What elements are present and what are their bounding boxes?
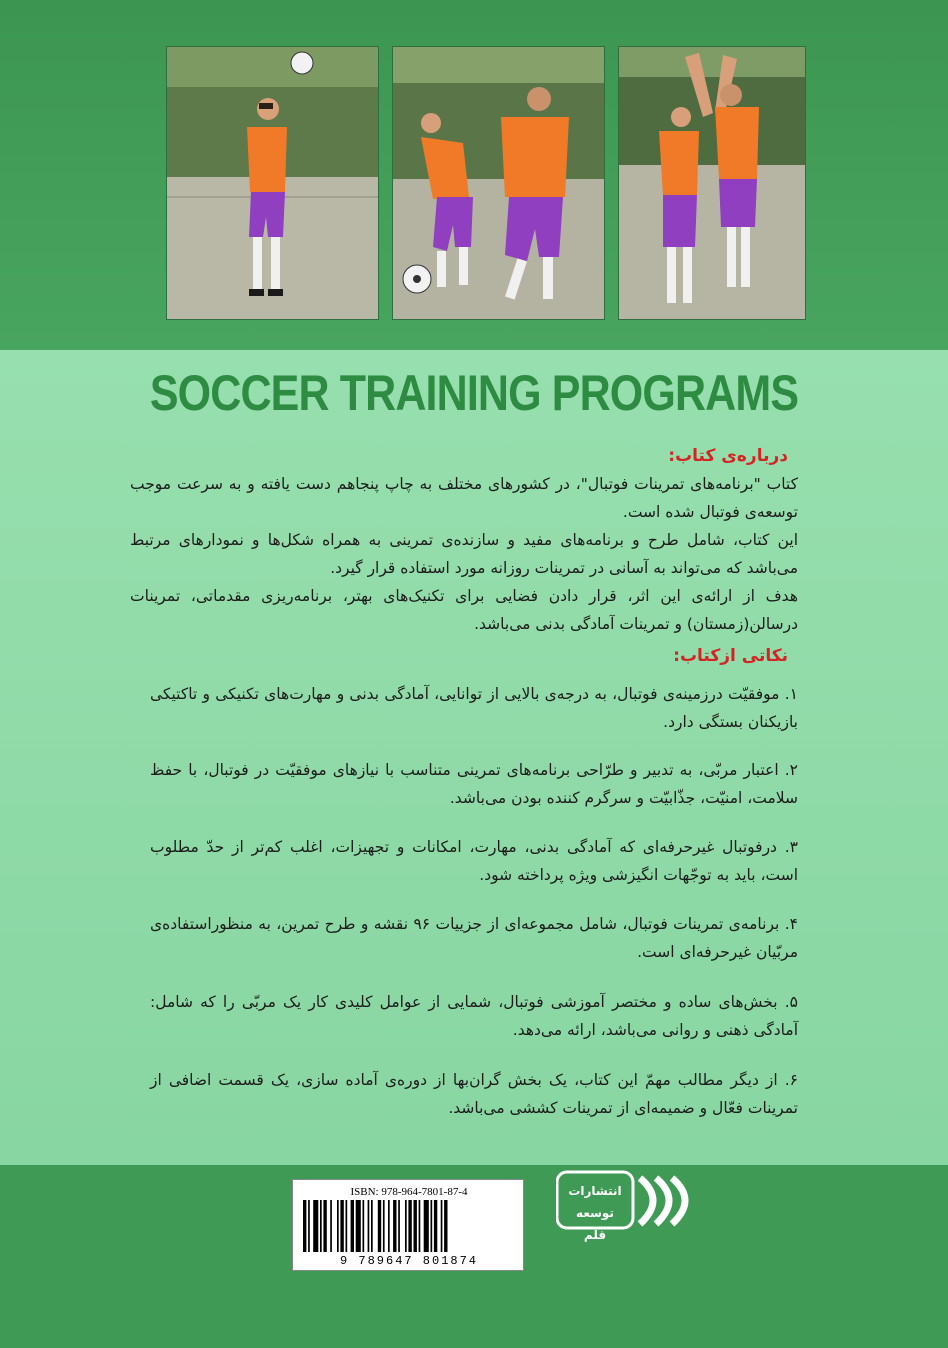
barcode-bars — [303, 1200, 515, 1252]
note-item-3: ۳. درفوتبال غیرحرفه‌ای که آمادگی بدنی، مهارت، امکانات و تجهیزات، اغلب کم‌تر از حدّ مطلوب است، باید به توجّهات انگیزشی ویژه پرداخته شود. — [150, 838, 798, 884]
about-paragraph-2: این کتاب، شامل طرح و برنامه‌های مفید و سازنده‌ی تمرینی به همراه شکل‌ها و نمودارهای مرتبط می‌باشد که می‌تواند به آسانی در تمرینات روزانه مورد استفاده قرار گیرد. — [130, 531, 798, 577]
about-heading: درباره‌ی کتاب: — [668, 446, 788, 466]
note-item-5: ۵. بخش‌های ساده و مختصر آموزشی فوتبال، شمایی از عوامل کلیدی کار یک مربّی را که شامل: آمادگی ذهنی و روانی می‌باشد، ارائه می‌دهد. — [150, 993, 798, 1039]
isbn-text: ISBN: 978-964-7801-87-4 — [350, 1186, 468, 1198]
notes-heading: نکاتی ازکتاب: — [673, 646, 788, 666]
book-title: SOCCER TRAINING PROGRAMS — [149, 365, 799, 421]
photo-player-heading — [166, 46, 379, 320]
note-item-6: ۶. از دیگر مطالب مهمّ این کتاب، یک بخش گران‌بها از دوره‌ی آماده سازی، یک قسمت اضافی از تمرینات فعّال و ضمیمه‌ای از تمرینات کششی می‌باشد. — [150, 1071, 798, 1117]
publisher-name-line-1: انتشارات — [568, 1184, 622, 1198]
publisher-logo — [556, 1170, 706, 1256]
note-item-4: ۴. برنامه‌ی تمرینات فوتبال، شامل مجموعه‌ای از جزییات ۹۶ نقشه و طرح تمرین، به منظوراستفاده‌ی مربّیان غیرحرفه‌ای است. — [150, 915, 798, 961]
note-item-2: ۲. اعتبار مربّی، به تدبیر و طرّاحی برنامه‌های تمرینی متناسب با نیازهای موفقیّت در فوتبال، با حفظ سلامت، امنیّت، جذّابیّت و سرگرم کننده بودن می‌باشد. — [150, 761, 798, 807]
barcode-label — [292, 1179, 524, 1271]
note-item-1: ۱. موفقیّت درزمینه‌ی فوتبال، به درجه‌ی بالایی از توانایی، آمادگی بدنی و مهارت‌های تکنیکی و تاکتیکی بازیکنان بستگی دارد. — [150, 685, 798, 731]
publisher-name — [564, 1180, 626, 1246]
about-paragraph-1: کتاب "برنامه‌های تمرینات فوتبال"، در کشورهای مختلف به چاپ پنجاهم دست یافته و به سرعت موجب توسعه‌ی فوتبال شده است. — [130, 475, 798, 521]
photo-players-jumping — [618, 46, 806, 320]
barcode-number: 9 789647 801874 — [339, 1254, 479, 1268]
about-paragraph-3: هدف از ارائه‌ی این اثر، قرار دادن فضایی برای تکنیک‌های بهتر، برنامه‌ریزی مقدماتی، تمرینات درسالن(زمستان) و تمرینات آمادگی بدنی می‌باشد. — [130, 587, 798, 633]
photo-players-dribbling — [392, 46, 605, 320]
publisher-name-line-2: توسعه قلم — [576, 1206, 614, 1242]
